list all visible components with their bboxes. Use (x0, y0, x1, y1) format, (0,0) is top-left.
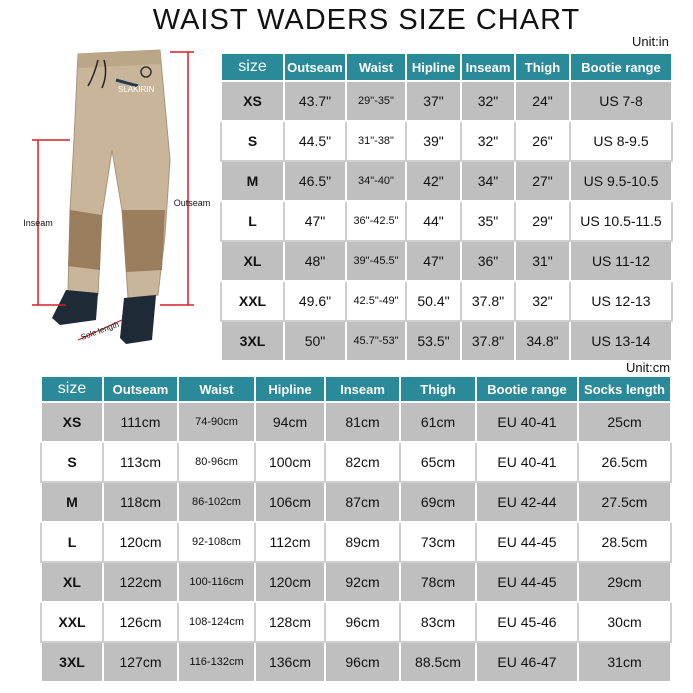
table-cell: 37.8" (461, 321, 515, 361)
table-cell: 78cm (400, 562, 476, 602)
brand-text: SLAKIRIN (118, 85, 155, 94)
inseam-label: Inseam (23, 218, 53, 228)
table-cell: 46.5" (284, 161, 346, 201)
table-cell: 30cm (578, 602, 671, 642)
table-row (221, 241, 672, 281)
size-cell: L (221, 201, 284, 241)
table-header-row (41, 376, 671, 402)
table-cell: 50.4" (406, 281, 461, 321)
table-cell: 42" (406, 161, 461, 201)
table-cell: 136cm (255, 642, 325, 682)
table-cell: US 11-12 (570, 241, 672, 281)
table-cell: US 10.5-11.5 (570, 201, 672, 241)
size-cell: XL (221, 241, 284, 281)
table-cell: US 12-13 (570, 281, 672, 321)
table-cell: 74-90cm (178, 402, 255, 442)
table-cell: EU 46-47 (476, 642, 578, 682)
table-cell: 50" (284, 321, 346, 361)
table-row (221, 121, 672, 161)
table-cell: 96cm (325, 602, 400, 642)
table-cell: 32" (461, 81, 515, 121)
table-row (41, 522, 671, 562)
table-cell: 120cm (255, 562, 325, 602)
header-cell: Bootie range (570, 53, 672, 81)
table-row (41, 562, 671, 602)
size-cell: S (221, 121, 284, 161)
sole-length-label: Sole length (79, 319, 121, 342)
header-cell: Thigh (400, 376, 476, 402)
size-cell: XXL (221, 281, 284, 321)
header-cell: Hipline (255, 376, 325, 402)
header-cell: Thigh (515, 53, 570, 81)
table-cell: 48" (284, 241, 346, 281)
table-cell: US 8-9.5 (570, 121, 672, 161)
table-cell: 108-124cm (178, 602, 255, 642)
table-cell: 61cm (400, 402, 476, 442)
table-cell: 29"-35" (346, 81, 406, 121)
unit-inches-label: Unit:in (632, 34, 669, 49)
table-cell: 81cm (325, 402, 400, 442)
table-row (221, 321, 672, 361)
table-cell: 92-108cm (178, 522, 255, 562)
table-cell: 44.5" (284, 121, 346, 161)
header-cell: Hipline (406, 53, 461, 81)
size-cell: M (41, 482, 103, 522)
table-cell: 34" (461, 161, 515, 201)
size-cell: 3XL (41, 642, 103, 682)
table-cell: 73cm (400, 522, 476, 562)
size-table-cm (40, 375, 672, 683)
table-cell: 36"-42.5" (346, 201, 406, 241)
table-cell: 27.5cm (578, 482, 671, 522)
waders-illustration (0, 40, 222, 358)
table-cell: 32" (515, 281, 570, 321)
table-cell: 25cm (578, 402, 671, 442)
table-cell: 82cm (325, 442, 400, 482)
table-cell: 29cm (578, 562, 671, 602)
table-row (41, 442, 671, 482)
size-cell: L (41, 522, 103, 562)
table-cell: 34.8" (515, 321, 570, 361)
table-cell: 35" (461, 201, 515, 241)
header-cell: Bootie range (476, 376, 578, 402)
unit-cm-label: Unit:cm (626, 360, 671, 375)
table-cell: 42.5"-49" (346, 281, 406, 321)
size-cell: XL (41, 562, 103, 602)
table-cell: 27" (515, 161, 570, 201)
table-cell: 37.8" (461, 281, 515, 321)
table-row (41, 642, 671, 682)
size-cell: XS (41, 402, 103, 442)
table-row (221, 81, 672, 121)
table-cell: EU 40-41 (476, 402, 578, 442)
table-cell: 100cm (255, 442, 325, 482)
table-cell: 80-96cm (178, 442, 255, 482)
table-cell: 94cm (255, 402, 325, 442)
table-cell: 126cm (103, 602, 178, 642)
header-cell: Inseam (461, 53, 515, 81)
table-cell: 31cm (578, 642, 671, 682)
table-cell: 39" (406, 121, 461, 161)
table-cell: 88.5cm (400, 642, 476, 682)
table-cell: 24" (515, 81, 570, 121)
outseam-label: Outseam (173, 198, 211, 208)
table-cell: 96cm (325, 642, 400, 682)
header-cell: size (41, 376, 103, 402)
table-cell: 111cm (103, 402, 178, 442)
table-cell: 92cm (325, 562, 400, 602)
table-cell: EU 42-44 (476, 482, 578, 522)
table-cell: 47" (284, 201, 346, 241)
table-cell: US 13-14 (570, 321, 672, 361)
header-cell: Waist (178, 376, 255, 402)
table-cell: 89cm (325, 522, 400, 562)
table-cell: 122cm (103, 562, 178, 602)
header-cell: Outseam (103, 376, 178, 402)
table-cell: EU 44-45 (476, 562, 578, 602)
size-cell: S (41, 442, 103, 482)
table-cell: 39"-45.5" (346, 241, 406, 281)
table-cell: 36" (461, 241, 515, 281)
table-row (221, 201, 672, 241)
header-cell: Waist (346, 53, 406, 81)
table-cell: 69cm (400, 482, 476, 522)
table-cell: 44" (406, 201, 461, 241)
table-cell: 128cm (255, 602, 325, 642)
table-cell: 100-116cm (178, 562, 255, 602)
header-cell: Outseam (284, 53, 346, 81)
table-row (41, 402, 671, 442)
table-cell: 28.5cm (578, 522, 671, 562)
table-cell: EU 45-46 (476, 602, 578, 642)
table-cell: 37" (406, 81, 461, 121)
table-cell: 87cm (325, 482, 400, 522)
table-row (221, 161, 672, 201)
header-cell: Socks length (578, 376, 671, 402)
size-cell: XXL (41, 602, 103, 642)
table-cell: 65cm (400, 442, 476, 482)
table-cell: 49.6" (284, 281, 346, 321)
page-title: WAIST WADERS SIZE CHART (152, 4, 581, 36)
table-cell: 31" (515, 241, 570, 281)
table-cell: 53.5" (406, 321, 461, 361)
table-cell: 86-102cm (178, 482, 255, 522)
table-row (221, 281, 672, 321)
table-cell: EU 44-45 (476, 522, 578, 562)
table-cell: 43.7" (284, 81, 346, 121)
table-cell: EU 40-41 (476, 442, 578, 482)
table-row (41, 602, 671, 642)
table-cell: US 9.5-10.5 (570, 161, 672, 201)
table-cell: US 7-8 (570, 81, 672, 121)
table-cell: 34"-40" (346, 161, 406, 201)
table-cell: 113cm (103, 442, 178, 482)
table-cell: 116-132cm (178, 642, 255, 682)
table-cell: 106cm (255, 482, 325, 522)
table-cell: 26.5cm (578, 442, 671, 482)
table-cell: 83cm (400, 602, 476, 642)
table-cell: 112cm (255, 522, 325, 562)
table-cell: 31"-38" (346, 121, 406, 161)
table-cell: 47" (406, 241, 461, 281)
table-row (41, 482, 671, 522)
table-cell: 45.7"-53" (346, 321, 406, 361)
size-table-inches (220, 52, 673, 362)
size-cell: XS (221, 81, 284, 121)
size-cell: 3XL (221, 321, 284, 361)
table-cell: 32" (461, 121, 515, 161)
table-cell: 26" (515, 121, 570, 161)
table-header-row (221, 53, 672, 81)
size-cell: M (221, 161, 284, 201)
header-cell: size (221, 53, 284, 81)
table-cell: 127cm (103, 642, 178, 682)
header-cell: Inseam (325, 376, 400, 402)
table-cell: 29" (515, 201, 570, 241)
table-cell: 118cm (103, 482, 178, 522)
waders-figure (0, 40, 222, 358)
table-cell: 120cm (103, 522, 178, 562)
